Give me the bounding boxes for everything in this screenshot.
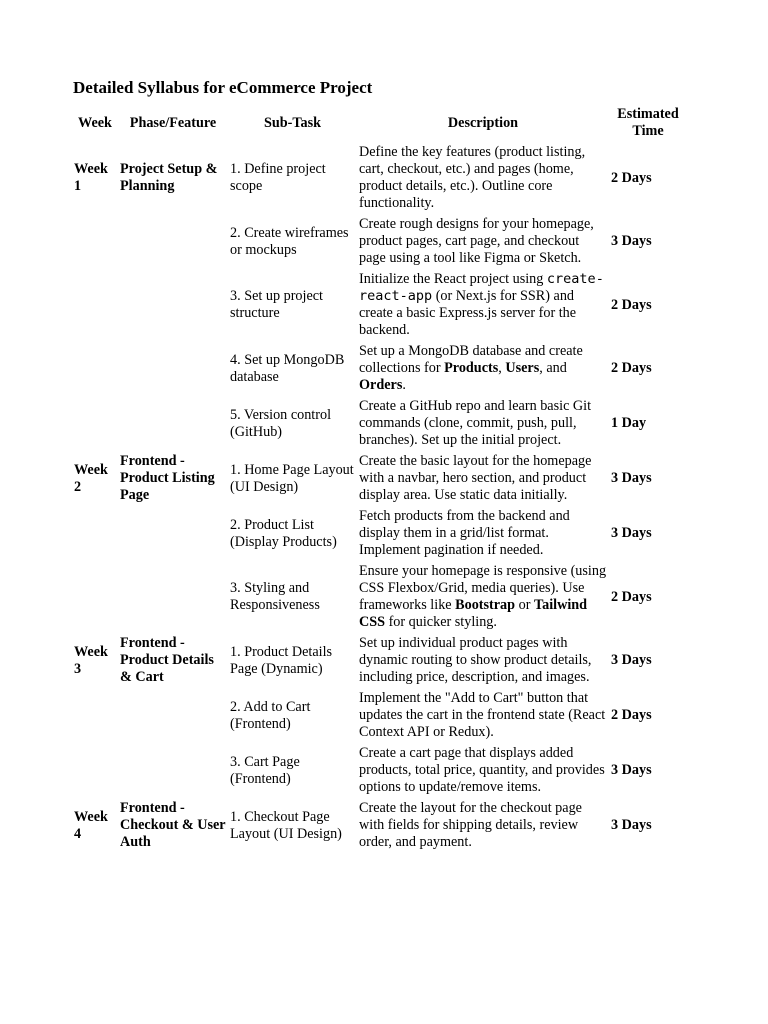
description-text: Create rough designs for your homepage, product pages, cart page, and checkout page using a tool like Figma or Sketch.: [359, 216, 594, 266]
description-text: Initialize the React project using: [359, 271, 547, 287]
document-title: Detailed Syllabus for eCommerce Project: [73, 78, 373, 97]
phase-cell: Frontend - Checkout & User Auth: [120, 800, 226, 850]
emphasized-term: Orders: [359, 377, 403, 393]
week-cell: [73, 562, 117, 632]
code-snippet: create-react-app: [359, 271, 604, 304]
table-row: [73, 634, 686, 687]
estimated-time-cell: 2 Days: [611, 360, 652, 376]
description-cell: [358, 507, 608, 560]
estimated-time-cell: 3 Days: [611, 470, 652, 486]
description-text: Implement the "Add to Cart" button that updates the cart in the frontend state (React Context API or Redux).: [359, 690, 606, 740]
estimated-time-cell: 3 Days: [611, 233, 652, 249]
description-text: for quicker styling.: [385, 614, 497, 630]
description-cell: [358, 799, 608, 852]
subtask-cell: 3. Set up project structure: [230, 288, 323, 321]
description-text: Ensure your homepage is responsive (using CSS Flexbox/Grid, media queries). Use frameworks like: [359, 563, 607, 613]
phase-cell: [119, 507, 227, 560]
description-text: Fetch products from the backend and display them in a grid/list format. Implement pagination if needed.: [359, 508, 570, 558]
phase-cell: [119, 689, 227, 742]
estimated-time-cell: 1 Day: [611, 415, 647, 431]
phase-cell: [119, 562, 227, 632]
subtask-cell: 1. Checkout Page Layout (UI Design): [230, 808, 342, 842]
week-cell: Week 4: [74, 808, 108, 842]
table-row: [73, 270, 686, 340]
description-cell: [358, 562, 608, 632]
description-text: .: [402, 377, 406, 393]
emphasized-term: Products: [444, 360, 499, 376]
phase-cell: [119, 397, 227, 450]
description-cell: [358, 270, 608, 340]
table-row: [73, 342, 686, 395]
estimated-time-cell: 3 Days: [611, 817, 652, 833]
estimated-time-cell: 2 Days: [611, 296, 652, 313]
emphasized-term: Users: [505, 360, 540, 376]
description-cell: [358, 342, 608, 395]
syllabus-table: [71, 103, 688, 854]
header-description: Description: [447, 114, 519, 131]
description-text: Create the basic layout for the homepage with a navbar, hero section, and product display area. Use static data initially.: [359, 453, 592, 503]
description-text: or: [515, 597, 534, 613]
table-row: [73, 397, 686, 450]
subtask-cell: 2. Add to Cart (Frontend): [230, 698, 311, 732]
week-cell: [73, 342, 117, 395]
subtask-cell: 1. Product Details Page (Dynamic): [230, 643, 333, 677]
description-cell: [358, 689, 608, 742]
description-text: Create a GitHub repo and learn basic Git commands (clone, commit, push, pull, branches). Set up the initial project.: [359, 398, 592, 448]
table-row: [73, 744, 686, 797]
subtask-cell: 4. Set up MongoDB database: [230, 351, 345, 385]
subtask-cell: 2. Create wireframes or mockups: [230, 224, 349, 258]
phase-cell: Frontend - Product Listing Page: [120, 453, 215, 503]
table-row: [73, 452, 686, 505]
estimated-time-cell: 3 Days: [611, 652, 652, 668]
table-row: [73, 143, 686, 213]
description-cell: [358, 452, 608, 505]
week-cell: [73, 397, 117, 450]
description-cell: [358, 143, 608, 213]
description-text: Set up a MongoDB database and create collections for: [359, 343, 583, 376]
week-cell: [73, 744, 117, 797]
description-text: Create the layout for the checkout page with fields for shipping details, review order, and payment.: [359, 800, 582, 850]
table-body: [73, 143, 686, 852]
description-cell: [358, 215, 608, 268]
phase-cell: Frontend - Product Details & Cart: [120, 635, 214, 685]
subtask-cell: 3. Styling and Responsiveness: [230, 580, 320, 613]
week-cell: Week 1: [74, 161, 108, 194]
estimated-time-cell: 2 Days: [611, 588, 652, 605]
week-cell: Week 2: [74, 461, 108, 495]
phase-cell: [119, 342, 227, 395]
description-cell: [358, 397, 608, 450]
week-cell: [73, 270, 117, 340]
header-estimated-time: Estimated Time: [617, 106, 679, 139]
estimated-time-cell: 3 Days: [611, 525, 652, 541]
phase-cell: [119, 215, 227, 268]
description-text: Define the key features (product listing, cart, checkout, etc.) and pages (home, product details, etc.). Outline core functionality.: [359, 144, 586, 211]
table-header-row: [73, 105, 686, 141]
estimated-time-cell: 3 Days: [611, 762, 652, 778]
estimated-time-cell: 2 Days: [611, 169, 652, 186]
subtask-cell: 1. Home Page Layout (UI Design): [230, 461, 354, 495]
phase-cell: Project Setup & Planning: [120, 161, 218, 194]
week-cell: Week 3: [74, 643, 108, 677]
phase-cell: [119, 744, 227, 797]
table-row: [73, 507, 686, 560]
subtask-cell: 5. Version control (GitHub): [230, 406, 332, 440]
table-row: [73, 799, 686, 852]
emphasized-term: Bootstrap: [455, 597, 516, 613]
header-subtask: Sub-Task: [263, 114, 322, 131]
table-row: [73, 562, 686, 632]
description-cell: [358, 744, 608, 797]
description-text: Create a cart page that displays added products, total price, quantity, and provides options to update/remove items.: [359, 745, 605, 795]
estimated-time-cell: 2 Days: [611, 707, 652, 723]
header-week: Week: [78, 114, 112, 131]
week-cell: [73, 215, 117, 268]
table-row: [73, 215, 686, 268]
week-cell: [73, 689, 117, 742]
week-cell: [73, 507, 117, 560]
subtask-cell: 1. Define project scope: [230, 161, 326, 194]
description-text: , and: [539, 360, 567, 376]
subtask-cell: 3. Cart Page (Frontend): [230, 753, 300, 787]
emphasized-term: Tailwind CSS: [359, 597, 588, 630]
description-cell: [358, 634, 608, 687]
header-phase: Phase/Feature: [129, 114, 217, 131]
subtask-cell: 2. Product List (Display Products): [230, 516, 337, 550]
description-text: Set up individual product pages with dynamic routing to show product details, including price, description, and images.: [359, 635, 592, 685]
description-text: ,: [498, 360, 506, 376]
description-text: (or Next.js for SSR) and create a basic Express.js server for the backend.: [359, 288, 577, 338]
table-row: [73, 689, 686, 742]
phase-cell: [119, 270, 227, 340]
